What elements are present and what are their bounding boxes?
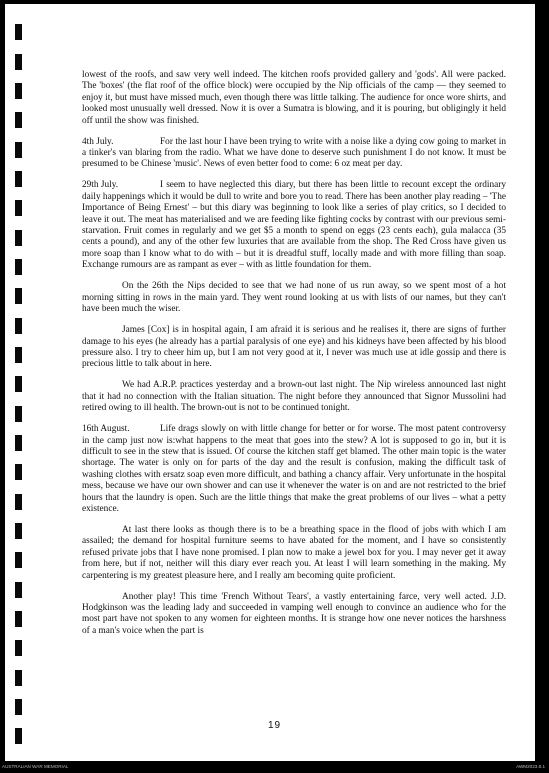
paragraph-text: lowest of the roofs, and saw very well indeed. The kitchen roofs provided gallery and 'gods'. All were packed. The 'boxes' (the flat roof of the office block) were occupied by the Nip officials of the camp — they seemed to enjoy it, but must have missed much, even though there was little talking. The audience for once wore shirts, and looked most unusually well dressed. Now it is over a Sumatra is blowing, and it is pouring, but obligingly it held off until the show was finished. [82,70,506,126]
paragraph-text: On the 26th the Nips decided to see that we had none of us run away, so we spent most of a hot morning sitting in rows in the main yard. They went round looking at us with lists of our names, but they can't have been much the wiser. [82,281,506,315]
binding-hole [15,640,22,656]
entry-date: 16th August. [82,424,130,435]
paragraph-text: I seem to have neglected this diary, but there has been little to recount except the ordinary daily happenings which it would be dull to write and bore you to read. There has been another play reading – 'The Importance of Being Ernest' – but this diary was beginning to look like a series of play critics, so I decided to leave it out. The meat has materialised and we are feeding like fighting cocks by contrast with our previous semi-starvation. Fruit comes in regularly and we get $5 a month to spend on eggs (23 cents each), gula malacca (35 cents a pound), and any of the other few luxuries that are available from the shop. The Red Cross have given us more soap than I know what to do with – but it is dreadful stuff, locally made and with more filling than soap. Exchange rumours are as rampant as ever – with as little foundation for them. [82,180,506,271]
binding-hole [15,200,22,216]
binding-hole [15,464,22,480]
binding-hole [15,582,22,598]
binding-hole [15,699,22,715]
binding-hole [15,171,22,187]
footer-archive-name: AUSTRALIAN WAR MEMORIAL [2,764,69,769]
paragraph-3 [82,180,506,271]
paragraph-2 [82,137,506,171]
diary-page [5,4,535,761]
binding-hole [15,611,22,627]
binding-hole [15,435,22,451]
paragraph-text: For the last hour I have been trying to write with a noise like a dying cow going to market in a tinker's van blaring from the radio. What we have done to deserve such punishment I do not know. It must be presumed to be Chinese 'music'. News of even better food to come: 6 oz meat per day. [82,136,506,170]
paragraph-text: Life drags slowly on with little change for better or for worse. The most patent controversy in the camp just now is:what happens to the meat that goes into the stew? A lot is supposed to go in, but it is difficult to see in the stew that is issued. Of course the kitchen staff get blamed. The other main topic is the water shortage. The water is only on for parts of the day and the result is confusion, making the difficult task of washing clothes with ersatz soap even more difficult, and bathing a chancy affair. Very unfortunate in the hospital mess, because we have our own shower and can use it whenever the water is on and are not restricted to the brief hours that the laundry is open. Such are the little things that make the great problems of our lives – what a petty existence. [82,424,506,514]
binding-hole [15,142,22,158]
entry-date: 4th July. [82,136,114,147]
paragraph-text: At last there looks as though there is to be a breathing space in the flood of jobs with which I am assailed; the demand for hospital furniture seems to have abated for the moment, and I have so consistently refused private jobs that I have none promised. I plan now to make a jewel box for you. I may never get it away from here, but if not, neither will this diary ever reach you. At least I will learn something in the making. My carpentering is my greatest pleasure here, and I really am becoming quite proficient. [82,524,506,581]
binding-hole [15,83,22,99]
binding-hole [15,670,22,686]
footer-archive-id: AWM2023.8.1 [516,764,545,769]
paragraph-6 [82,380,506,414]
binding-hole [15,288,22,304]
binding-hole [15,318,22,334]
diary-text [82,70,506,647]
entry-date: 29th July. [82,180,119,191]
page-number: 19 [267,720,282,731]
binding-hole [15,24,22,40]
binding-hole [15,54,22,70]
binding-hole [15,494,22,510]
paragraph-7 [82,424,506,515]
binding-hole [15,552,22,568]
binding-hole [15,230,22,246]
binding-holes [15,24,25,744]
paragraph-5 [82,325,506,371]
binding-hole [15,347,22,363]
paragraph-text: We had A.R.P. practices yesterday and a brown-out last night. The Nip wireless announced last night that it had no connection with the Italian situation. The night before they announced that Signor Mussolini had retired owing to ill health. The brown-out is not to be continued tonight. [82,380,506,414]
binding-hole [15,259,22,275]
paragraph-4 [82,281,506,315]
binding-hole [15,112,22,128]
paragraph-text: James [Cox] is in hospital again, I am afraid it is serious and he realises it, there are signs of further damage to his eyes (he already has a partial paralysis of one eye) and his kidneys have been affected by his blood pressure also. I try to cheer him up, but I am not very good at it, I never was much use at idle gossip and there is precious little to talk about in here. [82,325,506,370]
paragraph-text: Another play! This time 'French Without Tears', a vastly entertaining farce, very well acted. J.D. Hodgkinson was the leading lady and succeeded in vamping well enough to convince an audience who for the most part have not spoken to any women for eighteen months. It is strange how one never notices the harshness of a man's voice when the part is [82,591,506,636]
binding-hole [15,376,22,392]
binding-hole [15,523,22,539]
paragraph-1 [82,70,506,127]
paragraph-9 [82,592,506,638]
paragraph-8 [82,525,506,582]
binding-hole [15,406,22,422]
